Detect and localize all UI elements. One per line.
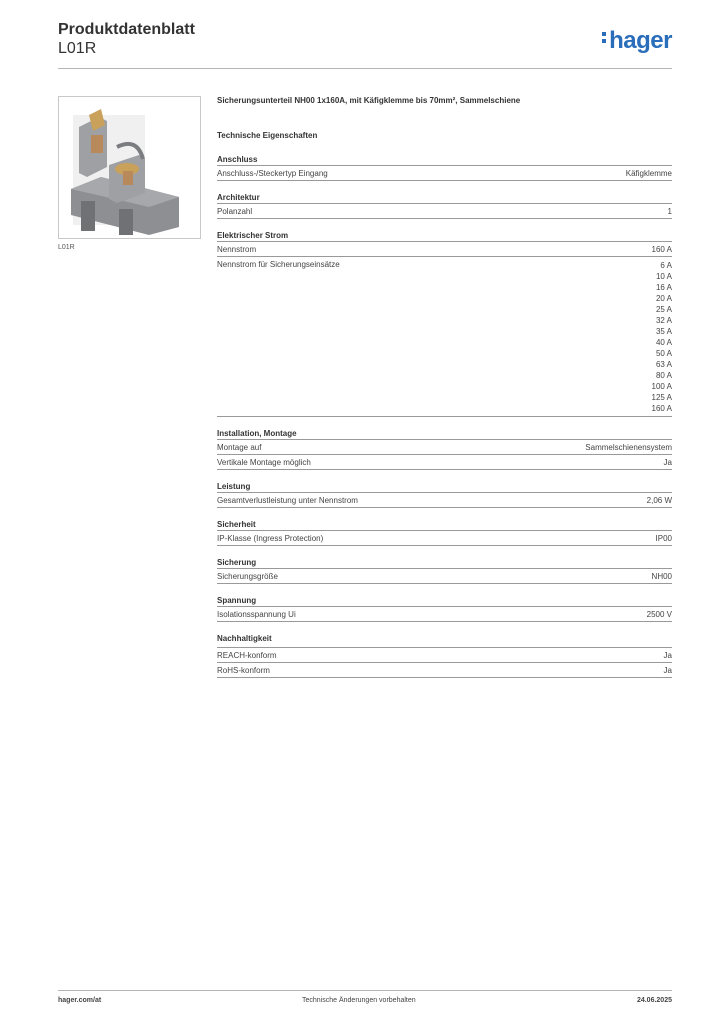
section-title: Spannung bbox=[217, 596, 672, 607]
fuse-rating: 63 A bbox=[655, 360, 672, 369]
footer-date: 24.06.2025 bbox=[636, 997, 672, 1004]
spec-label: REACH-konform bbox=[217, 651, 277, 660]
fuse-rating: 160 A bbox=[651, 404, 672, 413]
spec-row bbox=[217, 440, 672, 455]
document-title: Produktdatenblatt bbox=[58, 21, 195, 38]
section-title: Sicherung bbox=[217, 558, 672, 569]
fuse-rating: 40 A bbox=[655, 338, 672, 347]
fuse-rating: 80 A bbox=[655, 371, 672, 380]
spec-label: Gesamtverlustleistung unter Nennstrom bbox=[217, 496, 358, 505]
spec-row bbox=[217, 531, 672, 546]
section-leistung bbox=[217, 482, 672, 508]
product-description: Sicherungsunterteil NH00 1x160A, mit Käfigklemme bis 70mm², Sammelschiene bbox=[217, 96, 521, 105]
fuse-rating: 16 A bbox=[655, 283, 672, 292]
spec-value: Ja bbox=[663, 666, 672, 675]
section-title: Elektrischer Strom bbox=[217, 231, 672, 242]
section-title: Nachhaltigkeit bbox=[217, 634, 672, 648]
fuse-base-icon bbox=[59, 97, 200, 238]
fuse-rating: 50 A bbox=[655, 349, 672, 358]
section-title: Installation, Montage bbox=[217, 429, 672, 440]
section-sicherheit bbox=[217, 520, 672, 546]
logo-text: hager bbox=[609, 27, 672, 54]
fuse-rating: 100 A bbox=[651, 382, 672, 391]
spec-row bbox=[217, 607, 672, 622]
spec-label: Isolationsspannung Ui bbox=[217, 610, 296, 619]
header-divider bbox=[58, 68, 672, 69]
spec-value: Käfigklemme bbox=[625, 169, 672, 178]
spec-row bbox=[217, 455, 672, 470]
section-title: Anschluss bbox=[217, 155, 672, 166]
footer-divider bbox=[58, 990, 672, 991]
section-title: Architektur bbox=[217, 193, 672, 204]
spec-label: Vertikale Montage möglich bbox=[217, 458, 311, 467]
fuse-rating: 10 A bbox=[655, 272, 672, 281]
fuse-rating: 35 A bbox=[655, 327, 672, 336]
spec-value: IP00 bbox=[655, 534, 672, 543]
section-elektrischer-strom bbox=[217, 231, 672, 417]
spec-value: Sammelschienensystem bbox=[585, 443, 672, 452]
spec-value: NH00 bbox=[651, 572, 672, 581]
spec-row bbox=[217, 648, 672, 663]
spec-value: Ja bbox=[663, 458, 672, 467]
image-caption: L01R bbox=[58, 244, 75, 251]
spec-value: 1 bbox=[667, 207, 672, 216]
section-spannung bbox=[217, 596, 672, 622]
fuse-rating: 20 A bbox=[655, 294, 672, 303]
spec-value: 160 A bbox=[651, 245, 672, 254]
spec-label: Anschluss-/Steckertyp Eingang bbox=[217, 169, 328, 178]
section-architektur bbox=[217, 193, 672, 219]
section-title: Sicherheit bbox=[217, 520, 672, 531]
spec-row bbox=[217, 569, 672, 584]
spec-label: Polanzahl bbox=[217, 207, 253, 216]
spec-label: Nennstrom bbox=[217, 245, 257, 254]
section-nachhaltigkeit bbox=[217, 634, 672, 678]
product-image bbox=[58, 96, 201, 239]
fuse-rating: 25 A bbox=[655, 305, 672, 314]
product-content bbox=[217, 96, 672, 678]
tech-heading: Technische Eigenschaften bbox=[217, 131, 318, 140]
spec-value: 2,06 W bbox=[646, 496, 672, 505]
fuse-rating: 6 A bbox=[660, 261, 672, 270]
spec-label: Sicherungsgröße bbox=[217, 572, 278, 581]
spec-row bbox=[217, 242, 672, 257]
section-title: Leistung bbox=[217, 482, 672, 493]
footer-website[interactable]: hager.com/at bbox=[58, 997, 102, 1004]
footer-note: Technische Änderungen vorbehalten bbox=[302, 997, 416, 1004]
section-anschluss bbox=[217, 155, 672, 181]
spec-row bbox=[217, 257, 672, 417]
spec-label: Nennstrom für Sicherungseinsätze bbox=[217, 260, 340, 269]
section-sicherung bbox=[217, 558, 672, 584]
spec-value: Ja bbox=[663, 651, 672, 660]
section-installation-montage bbox=[217, 429, 672, 470]
document-header bbox=[58, 20, 672, 70]
spec-label: Montage auf bbox=[217, 443, 262, 452]
document-subtitle: L01R bbox=[58, 40, 97, 57]
spec-label: IP-Klasse (Ingress Protection) bbox=[217, 534, 324, 543]
spec-row bbox=[217, 166, 672, 181]
spec-row bbox=[217, 663, 672, 678]
spec-row bbox=[217, 204, 672, 219]
spec-label: RoHS-konform bbox=[217, 666, 270, 675]
logo-dots-icon bbox=[602, 29, 607, 46]
spec-value: 2500 V bbox=[646, 610, 672, 619]
fuse-rating: 32 A bbox=[655, 316, 672, 325]
fuse-rating: 125 A bbox=[651, 393, 672, 402]
hager-logo bbox=[602, 27, 672, 55]
spec-row bbox=[217, 493, 672, 508]
spec-value-list bbox=[652, 260, 672, 414]
